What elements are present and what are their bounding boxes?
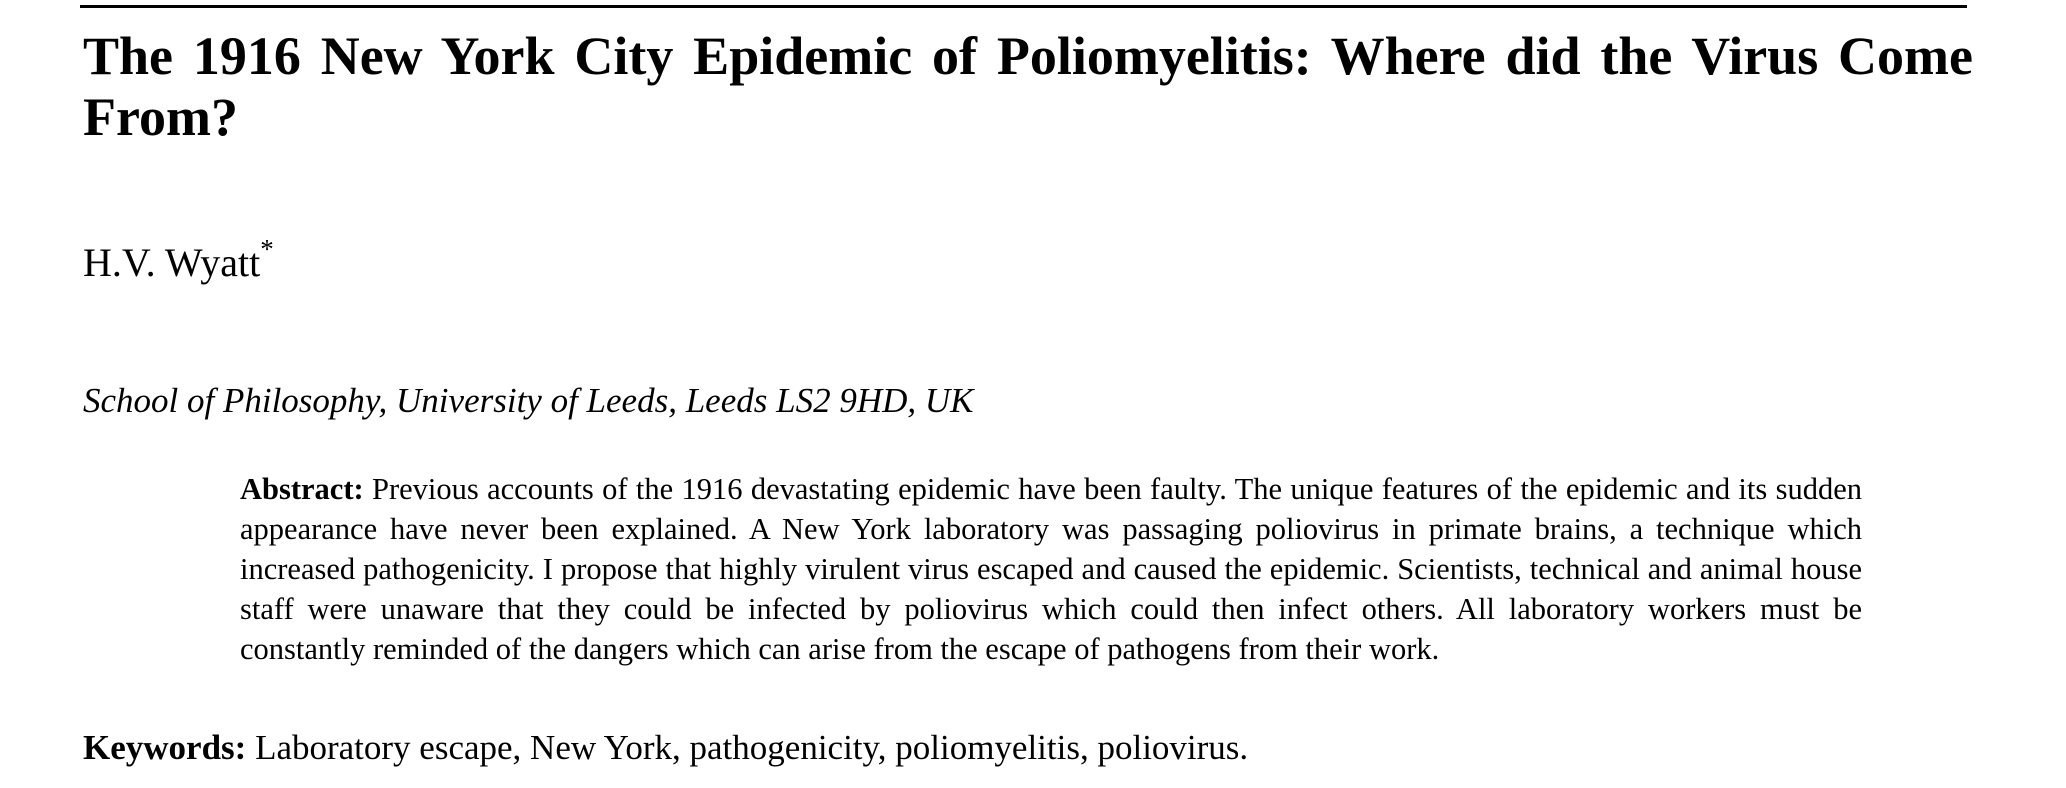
author-footnote-mark: * bbox=[260, 233, 274, 264]
paper-title: The 1916 New York City Epidemic of Poliomyelitis: Where did the Virus Come From? bbox=[83, 26, 1973, 147]
keywords-text: Laboratory escape, New York, pathogenicity, poliomyelitis, poliovirus. bbox=[255, 728, 1249, 767]
author-affiliation: School of Philosophy, University of Leeds, Leeds LS2 9HD, UK bbox=[83, 381, 974, 420]
author-name: H.V. Wyatt bbox=[83, 240, 261, 285]
abstract-text: Previous accounts of the 1916 devastating epidemic have been faulty. The unique features of the epidemic and its sudden appearance have never been explained. A New York laboratory was passaging poliovirus in primate brains, a technique which increased pathogenicity. I propose that highly virulent virus escaped and caused the epidemic. Scientists, technical and animal house staff were unaware that they could be infected by poliovirus which could then infect others. All laboratory workers must be constantly reminded of the dangers which can arise from the escape of pathogens from their work. bbox=[240, 472, 1862, 666]
abstract-label: Abstract: bbox=[240, 472, 364, 506]
abstract bbox=[240, 469, 1862, 669]
author-line bbox=[83, 233, 274, 286]
keywords-label: Keywords: bbox=[83, 728, 247, 767]
top-rule bbox=[80, 5, 1967, 8]
keywords bbox=[83, 728, 1248, 768]
